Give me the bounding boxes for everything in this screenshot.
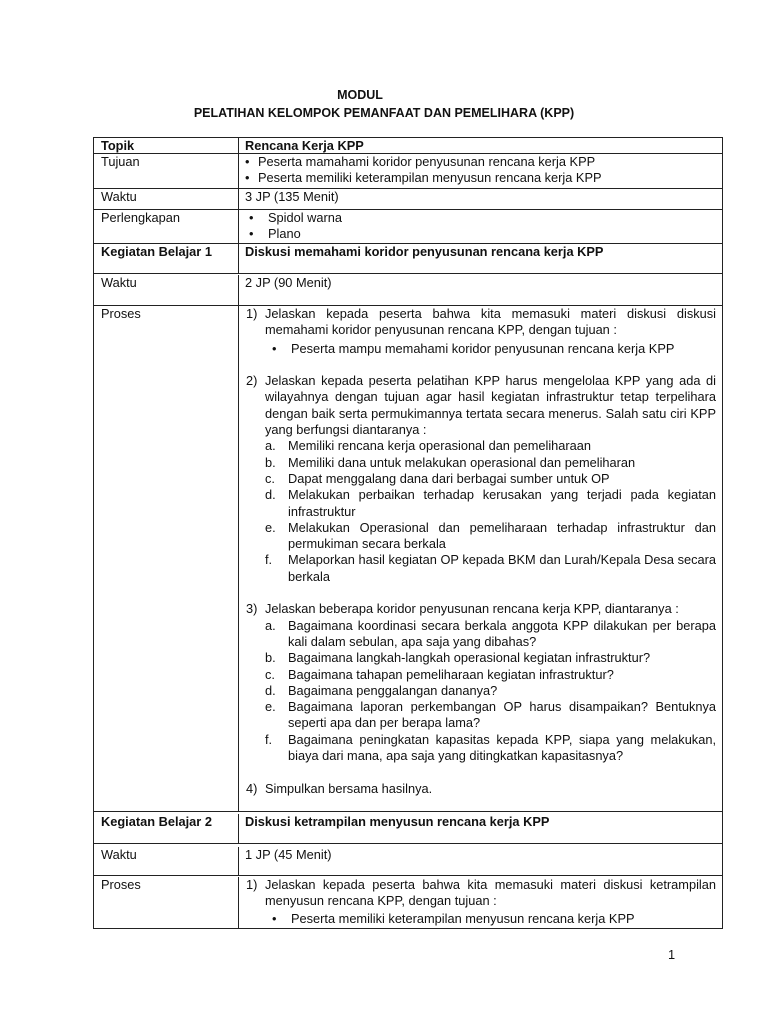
- row-proses-1: [94, 306, 722, 812]
- label-cell: Waktu: [94, 275, 239, 305]
- value-cell: [239, 210, 722, 243]
- sub-text: Bagaimana peningkatan kapasitas kepada KPP, siapa yang melakukan, biaya dari mana, apa saja yang ditingkatkan kapasitasnya?: [288, 731, 716, 764]
- sub-item: [265, 487, 716, 520]
- value-cell: Diskusi memahami koridor penyusunan rencana kerja KPP: [245, 244, 604, 259]
- step-body: [265, 306, 716, 357]
- list-item-text: Peserta memiliki keterampilan menyusun rencana kerja KPP: [291, 910, 635, 926]
- module-subtitle: PELATIHAN KELOMPOK PEMANFAAT DAN PEMELIHARA (KPP): [193, 106, 575, 120]
- label-cell: Proses: [94, 877, 239, 928]
- value-cell: 1 JP (45 Menit): [245, 847, 332, 862]
- label-cell: Waktu: [94, 189, 239, 209]
- sub-letter: c.: [265, 470, 275, 486]
- step: [245, 781, 716, 797]
- step: [245, 877, 716, 927]
- step: [245, 601, 716, 764]
- step-text: Jelaskan beberapa koridor penyusunan rencana kerja KPP, diantaranya :: [265, 601, 679, 617]
- step-text: Simpulkan bersama hasilnya.: [265, 780, 433, 796]
- step-number: 2): [246, 373, 258, 389]
- sub-letter: f.: [265, 552, 273, 568]
- sub-letter: a.: [265, 438, 276, 454]
- value-cell: 3 JP (135 Menit): [245, 189, 339, 204]
- sub-text: Memiliki rencana kerja operasional dan pemeliharaan: [288, 438, 592, 454]
- value-cell: Diskusi ketrampilan menyusun rencana kerja KPP: [245, 814, 550, 829]
- sub-item: [265, 455, 716, 471]
- row-kegiatan-belajar-2: [94, 812, 722, 844]
- step-body: [265, 373, 716, 585]
- label-cell: Tujuan: [94, 154, 239, 188]
- row-waktu-1: [94, 274, 722, 306]
- label-cell: Proses: [94, 306, 239, 811]
- bullet-icon: [245, 170, 258, 186]
- sub-letter: e.: [265, 699, 276, 715]
- list-item: [245, 226, 716, 242]
- row-tujuan: [94, 154, 722, 189]
- sub-text: Melakukan Operasional dan pemeliharaan terhadap infrastruktur dan permukiman secara berkala: [288, 519, 716, 552]
- step-body: [265, 877, 716, 927]
- sub-text: Bagaimana penggalangan dananya?: [288, 682, 498, 698]
- row-perlengkapan: [94, 210, 722, 244]
- bullet-icon: [272, 341, 291, 357]
- sub-item: [265, 650, 716, 666]
- sub-item: [265, 667, 716, 683]
- bullet-icon: [245, 154, 258, 170]
- sub-text: Melaporkan hasil kegiatan OP kepada BKM dan Lurah/Kepala Desa secara berkala: [288, 552, 716, 584]
- sub-letter: b.: [265, 650, 276, 666]
- sub-item: [265, 683, 716, 699]
- sub-text: Memiliki dana untuk melakukan operasional dan pemeliharan: [288, 454, 636, 470]
- list-item: [265, 911, 716, 927]
- step: [245, 306, 716, 357]
- step-number: 1): [246, 877, 258, 892]
- sub-item: [265, 552, 716, 585]
- row-kegiatan-belajar-1: [94, 244, 722, 274]
- sub-letter: e.: [265, 519, 276, 535]
- step-number: 1): [246, 306, 258, 321]
- sub-letter: a.: [265, 617, 276, 633]
- sub-item: [265, 438, 716, 454]
- sub-text: Bagaimana laporan perkembangan OP harus disampaikan? Bentuknya seperti apa dan per berapa lama?: [288, 699, 716, 731]
- step: [245, 373, 716, 585]
- list-item: [245, 210, 716, 226]
- sub-letter: b.: [265, 454, 276, 470]
- list-item-text: Peserta memiliki keterampilan menyusun rencana kerja KPP: [258, 170, 602, 186]
- label-cell: Kegiatan Belajar 2: [94, 814, 239, 843]
- step-number: 4): [246, 780, 258, 796]
- list-item: [265, 341, 716, 357]
- sub-text: Bagaimana koordinasi secara berkala anggota KPP dilakukan per berapa kali dalam sebulan, apa saja yang dibahas?: [288, 617, 716, 649]
- row-proses-2: [94, 876, 722, 929]
- value-cell: Rencana Kerja KPP: [245, 138, 364, 153]
- sub-text: Dapat menggalang dana dari berbagai sumber untuk OP: [288, 470, 610, 486]
- sub-item: [265, 471, 716, 487]
- row-topik: [94, 138, 722, 154]
- label-cell: Kegiatan Belajar 1: [94, 244, 239, 273]
- step-text: Jelaskan kepada peserta bahwa kita memasuki materi diskusi ketrampilan menyusun rencana KPP, dengan tujuan :: [265, 877, 716, 909]
- sub-item: [265, 618, 716, 651]
- step-text: Jelaskan kepada peserta pelatihan KPP harus mengelolaa KPP yang ada di wilayahnya dengan tujuan agar hasil kegiatan infrastruktur tetap terpelihara dengan baik serta permukimannya tertata secara menerus. Salah satu ciri KPP yang berfungsi diantaranya :: [265, 373, 716, 438]
- sub-text: Melakukan perbaikan terhadap kerusakan yang terjadi pada kegiatan infrastruktur: [288, 487, 716, 519]
- sub-letter: f.: [265, 731, 273, 747]
- sub-letter: d.: [265, 487, 276, 503]
- list-item: [245, 154, 716, 170]
- step-body: [265, 601, 716, 764]
- label-cell: Perlengkapan: [94, 210, 239, 243]
- step-text: Jelaskan kepada peserta bahwa kita memasuki materi diskusi diskusi memahami koridor penyusunan rencana KPP, dengan tujuan :: [265, 306, 716, 338]
- bullet-icon: [249, 210, 268, 226]
- label-cell: Waktu: [94, 847, 239, 875]
- sub-letter: d.: [265, 682, 276, 698]
- label-cell: Topik: [94, 138, 239, 153]
- value-cell: [239, 154, 722, 188]
- row-waktu: [94, 189, 722, 210]
- page-number: 1: [668, 947, 676, 962]
- sub-letter: c.: [265, 666, 275, 682]
- list-item-text: Peserta mampu memahami koridor penyusunan rencana kerja KPP: [291, 340, 675, 356]
- module-table: [93, 137, 723, 929]
- sub-item: [265, 732, 716, 765]
- value-cell: [239, 877, 722, 928]
- value-cell: 2 JP (90 Menit): [245, 275, 332, 290]
- list-item-text: Spidol warna: [268, 210, 342, 225]
- list-item-text: Plano: [268, 226, 301, 242]
- module-title: MODUL: [337, 88, 383, 102]
- list-item-text: Peserta mamahami koridor penyusunan rencana kerja KPP: [258, 154, 596, 169]
- value-cell: [239, 306, 722, 811]
- sub-text: Bagaimana langkah-langkah operasional kegiatan infrastruktur?: [288, 650, 651, 666]
- sub-item: [265, 520, 716, 553]
- bullet-icon: [249, 226, 268, 242]
- sub-text: Bagaimana tahapan pemeliharaan kegiatan infrastruktur?: [288, 666, 614, 682]
- step-number: 3): [246, 601, 258, 617]
- row-waktu-2: [94, 844, 722, 876]
- sub-item: [265, 699, 716, 732]
- bullet-icon: [272, 911, 291, 927]
- list-item: [245, 170, 716, 186]
- step-body: [265, 781, 716, 797]
